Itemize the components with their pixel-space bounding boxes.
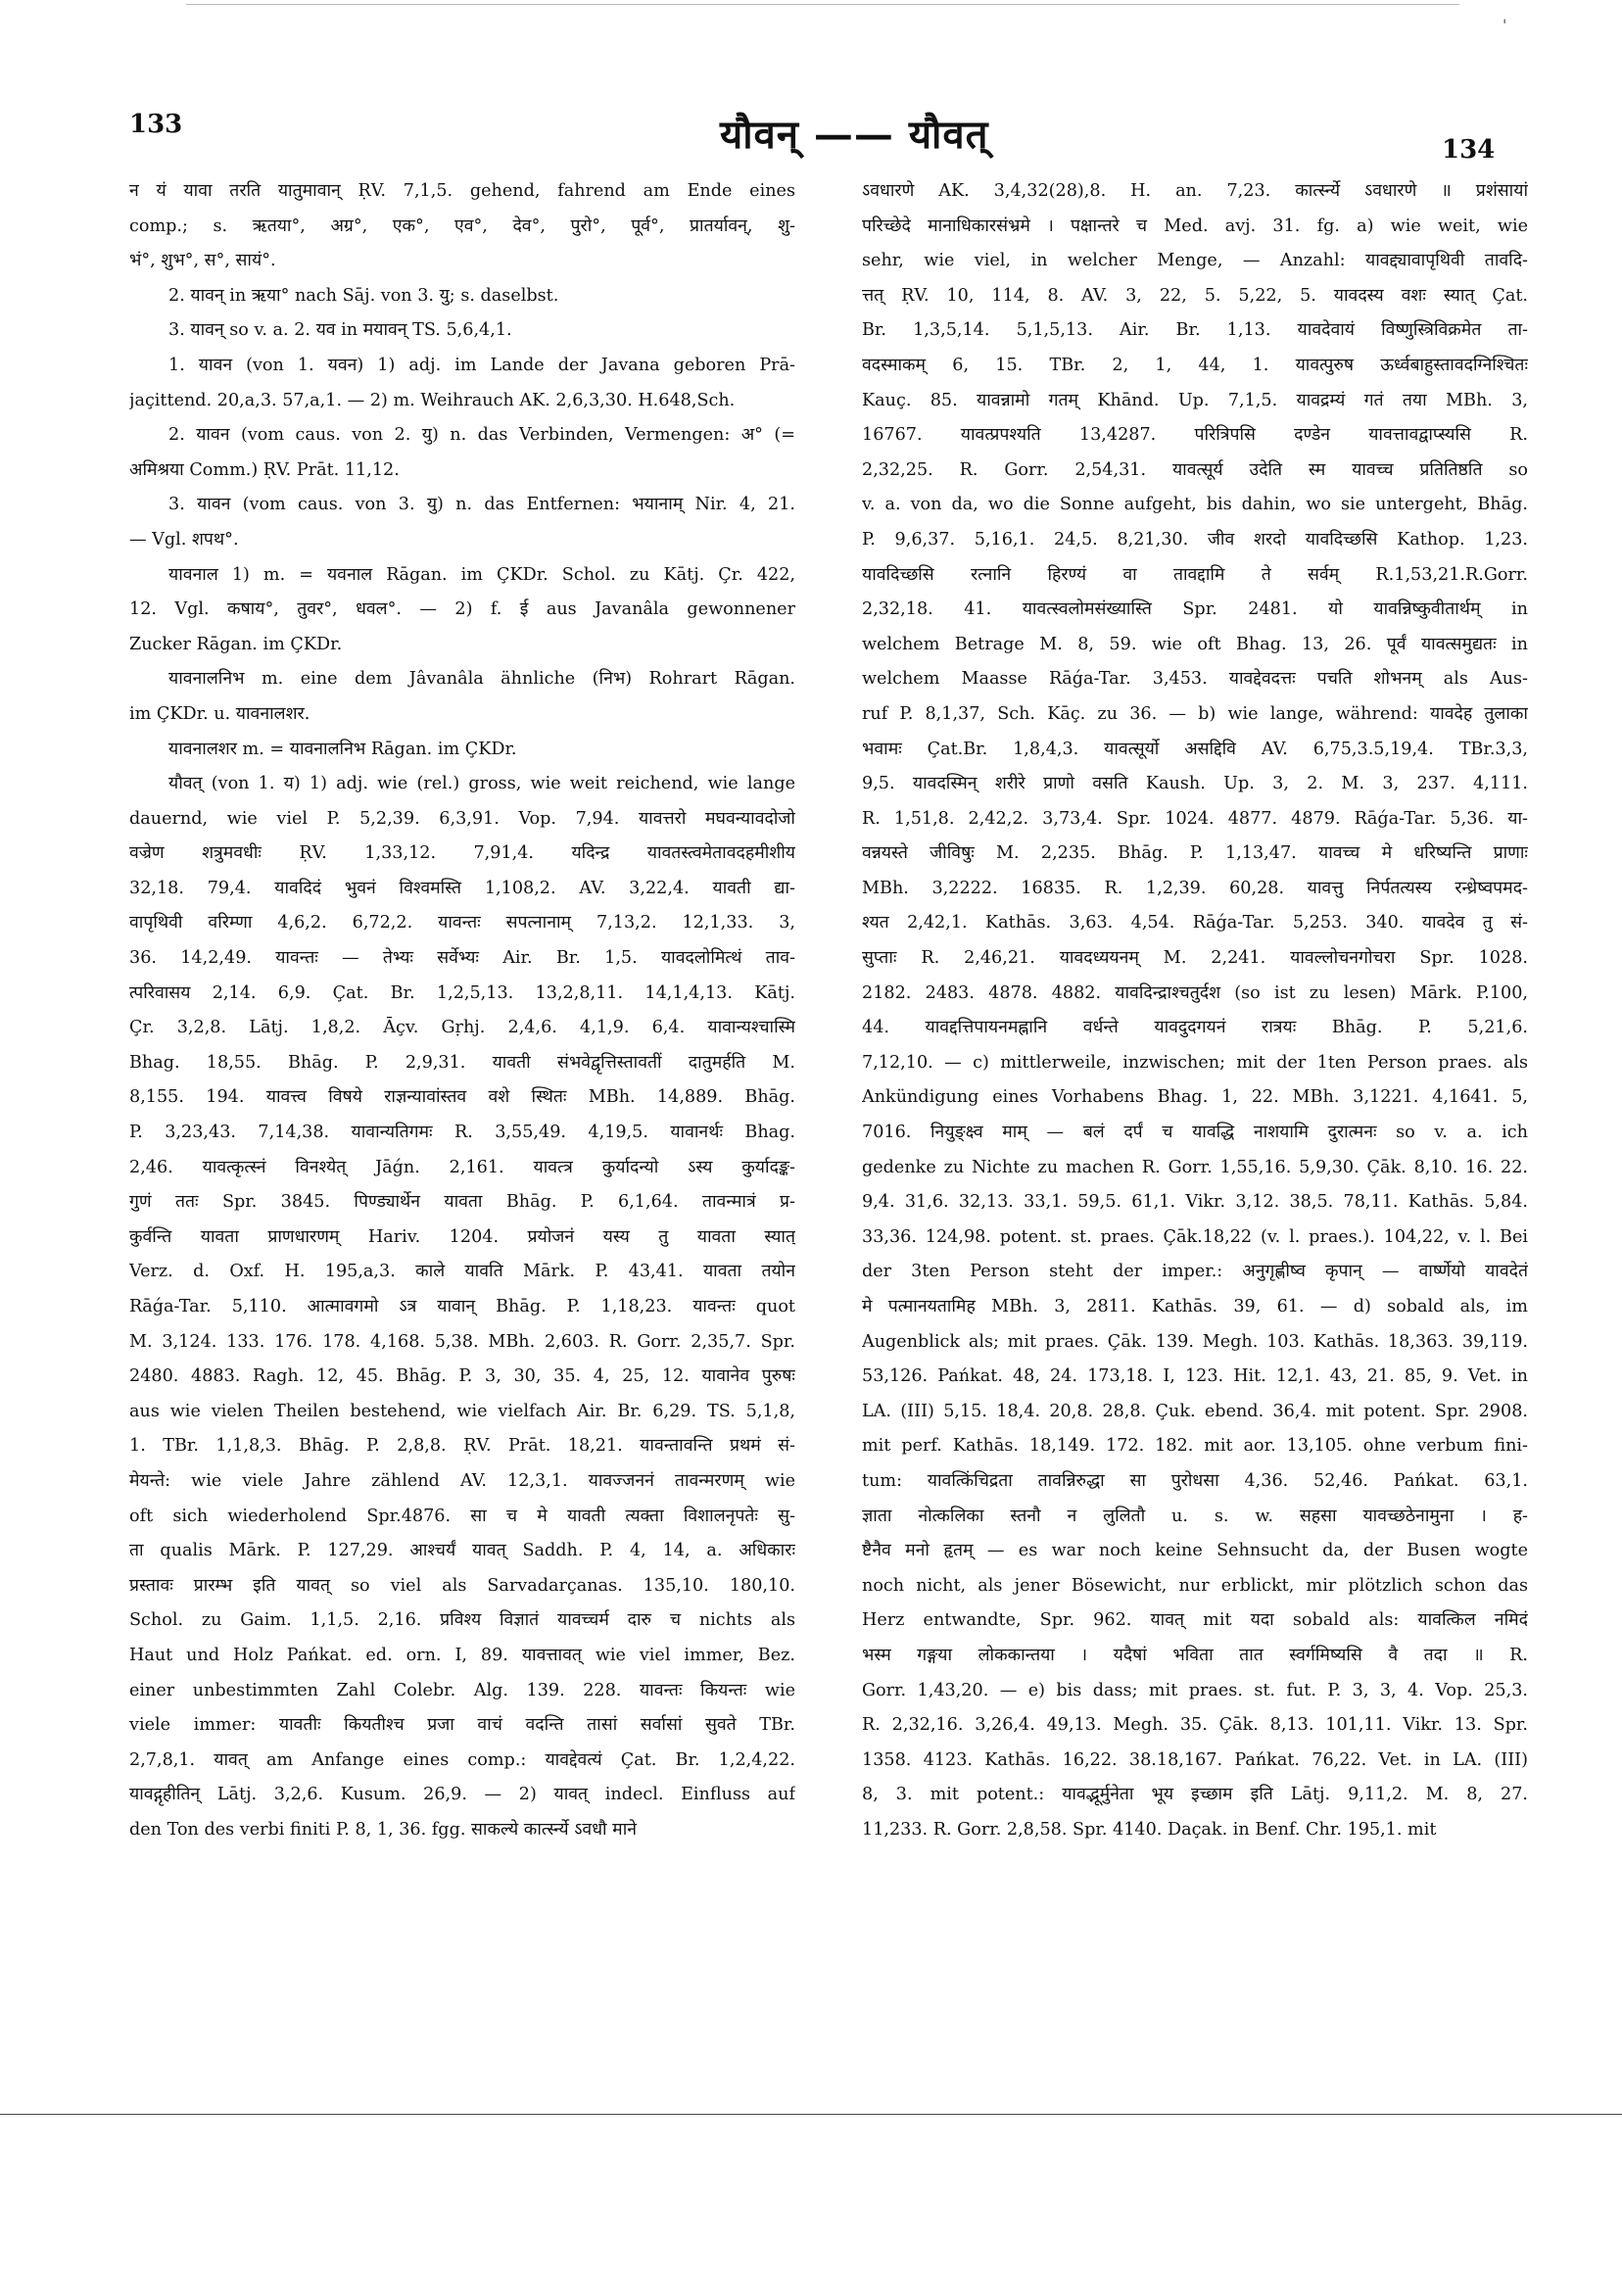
text-line: भवामः Çat.Br. 1,8,4,3. यावत्सूर्यो असद्दिवि AV. 6,75,3.5,19,4. TBr.3,3, xyxy=(862,739,1528,759)
text-line: वदस्माकम् 6, 15. TBr. 2, 1, 44, 1. यावत्पुरुष ऊर्ध्वबाहुस्तावदग्निश्चितः xyxy=(862,355,1528,375)
text-line: 32,18. 79,4. यावदिदं भुवनं विश्वमस्ति 1,108,2. AV. 3,22,4. यावती द्या- xyxy=(129,878,795,898)
bottom-rule xyxy=(0,2114,1622,2115)
text-line: gedenke zu Nichte zu machen R. Gorr. 1,55,16. 5,9,30. Çāk. 8,10. 16. 22. xyxy=(862,1157,1528,1177)
text-line: ज्ञाता नोत्कलिका स्तनौ न लुलितौ u. s. w. सहसा यावच्छठेनामुना । ह- xyxy=(862,1506,1528,1526)
text-line: 36. 14,2,49. यावन्तः — तेभ्यः सर्वेभ्यः Air. Br. 1,5. यावदलोमित्थं ताव- xyxy=(129,948,795,969)
text-line: भस्म गङ्गया लोककान्तया । यदैषां भविता तात स्वर्गमिष्यसि वै तदा ॥ R. xyxy=(862,1645,1528,1665)
text-line: — Vgl. शपथ°. xyxy=(129,529,239,550)
text-line: Augenblick als; mit praes. Çāk. 139. Megh. 103. Kathās. 18,363. 39,119. xyxy=(862,1331,1528,1352)
text-line: dauernd, wie viel P. 5,2,39. 6,3,91. Vop. 7,94. यावत्तरो मघवन्यावदोजो xyxy=(129,808,795,829)
text-line: 9,4. 31,6. 32,13. 33,1. 59,5. 61,1. Vikr. 3,12. 38,5. 78,11. Kathās. 5,84. xyxy=(862,1192,1528,1213)
text-line: 1. यावन (von 1. यवन) 1) adj. im Lande der Javana geboren Prā- xyxy=(168,355,795,375)
text-line: 16767. यावत्प्रपश्यति 13,4287. परित्रिपसि दण्डेन यावत्तावद्वाप्स्यसि R. xyxy=(862,425,1528,446)
text-line: Verz. d. Oxf. H. 195,a,3. काले यावति Mārk. P. 43,41. यावता तयोन xyxy=(129,1262,795,1282)
text-line: Gorr. 1,43,20. — e) bis dass; mit praes. st. fut. P. 3, 3, 4. Vop. 25,3. xyxy=(862,1680,1528,1700)
text-line: viele immer: यावतीः कियतीश्च प्रजा वाचं वदन्ति तासां सर्वासां सुवते TBr. xyxy=(129,1715,795,1736)
text-line: einer unbestimmten Zahl Colebr. Alg. 139. 228. यावन्तः कियन्तः wie xyxy=(129,1680,795,1700)
text-line: P. 9,6,37. 5,16,1. 24,5. 8,21,30. जीव शरदो यावदिच्छसि Kathop. 1,23. xyxy=(862,529,1528,550)
text-line: 2,46. यावत्कृत्स्नं विनश्येत् Jāǵn. 2,161. यावत्त्र कुर्यादन्यो ऽस्य कुर्यादङ्क- xyxy=(129,1157,795,1177)
text-line: 8,155. 194. यावत्त्व विषये राज्ञन्यावांस्तव वशे स्थितः MBh. 14,889. Bhāg. xyxy=(129,1087,795,1108)
text-line: यावनाल 1) m. = यवनाल Rāgan. im ÇKDr. Schol. zu Kātj. Çr. 422, xyxy=(168,564,795,585)
text-line: 44. यावद्दत्तिपायनमह्नानि वर्धन्ते यावदुदगयनं रात्रयः Bhāg. P. 5,21,6. xyxy=(862,1018,1528,1038)
text-line: 12. Vgl. कषाय°, तुवर°, धवल°. — 2) f. ई aus Javanâla gewonnener xyxy=(129,599,795,620)
text-line: 3. यावन (vom caus. von 3. यु) n. das Entfernen: भयानाम् Nir. 4, 21. xyxy=(168,495,795,515)
text-line: mit perf. Kathās. 18,149. 172. 182. mit aor. 13,105. ohne verbum fini- xyxy=(862,1436,1528,1457)
text-line: tum: यावत्किंचिद्रता तावन्निरुद्धा सा पुरोधसा 4,36. 52,46. Pańkat. 63,1. xyxy=(862,1470,1528,1491)
page-number-left: 133 xyxy=(129,110,183,139)
text-line: oft sich wiederholend Spr.4876. सा च मे यावती त्यक्ता विशालनृपतेः सु- xyxy=(129,1506,795,1526)
text-line: 1. TBr. 1,1,8,3. Bhāg. P. 2,8,8. ṚV. Prāt. 18,21. यावन्तावन्ति प्रथमं सं- xyxy=(129,1436,795,1457)
text-line: welchem Betrage M. 8, 59. wie oft Bhag. 13, 26. पूर्वं यावत्समुद्यतः in xyxy=(862,634,1528,654)
text-line: Bhag. 18,55. Bhāg. P. 2,9,31. यावती संभवेद्वृत्तिस्तावतीं दातुमर्हति M. xyxy=(129,1052,795,1073)
text-line: R. 2,32,16. 3,26,4. 49,13. Megh. 35. Çāk. 8,13. 101,11. Vikr. 13. Spr. xyxy=(862,1715,1528,1736)
text-line: aus wie vielen Theilen bestehend, wie vielfach Air. Br. 6,29. TS. 5,1,8, xyxy=(129,1401,795,1421)
text-line: 2. यावन (vom caus. von 2. यु) n. das Verbinden, Vermengen: अ° (= xyxy=(168,425,795,446)
text-line: 2182. 2483. 4878. 4882. यावदिन्द्राश्चतुर्दश (so ist zu lesen) Mārk. P.100, xyxy=(862,982,1528,1003)
text-line: 33,36. 124,98. potent. st. praes. Çāk.18,22 (v. l. praes.). 104,22, v. l. Bei xyxy=(862,1226,1528,1247)
text-line: 3. यावन् so v. a. 2. यव in मयावन् TS. 5,6,4,1. xyxy=(168,320,512,341)
text-line: अमिश्रया Comm.) ṚV. Prāt. 11,12. xyxy=(129,459,400,480)
text-line: यौवत् (von 1. य) 1) adj. wie (rel.) gross, wie weit reichend, wie lange xyxy=(168,774,795,794)
text-line: 7016. नियुङ्क्ष्व माम् — बलं दर्पं च यावद्धि नाशयामि दुरात्मनः so v. a. ich xyxy=(862,1123,1528,1143)
text-line: Kauç. 85. यावन्नामो गतम् Khānd. Up. 7,1,5. यावद्रम्यं गतं तया MBh. 3, xyxy=(862,390,1528,410)
text-line: v. a. von da, wo die Sonne aufgeht, bis dahin, wo sie untergeht, Bhāg. xyxy=(862,495,1528,515)
text-line: परिच्छेदे मानाधिकारसंभ्रमे । पक्षान्तरे च Med. avj. 31. fg. a) wie weit, wie xyxy=(862,215,1528,236)
text-line: यावदिच्छसि रत्नानि हिरण्यं वा तावद्दामि ते सर्वम् R.1,53,21.R.Gorr. xyxy=(862,564,1528,585)
text-line: Ankündigung eines Vorhabens Bhag. 1, 22. MBh. 3,1221. 4,1641. 5, xyxy=(862,1087,1528,1108)
text-line: sehr, wie viel, in welcher Menge, — Anzahl: यावद्द्यावापृथिवी तावदि- xyxy=(862,251,1528,271)
text-line: 2,32,25. R. Gorr. 2,54,31. यावत्सूर्य उदेति स्म यावच्च प्रतितिष्ठति so xyxy=(862,459,1528,480)
text-line: श्यत 2,42,1. Kathās. 3,63. 4,54. Rāǵa-Tar. 5,253. 340. यावदेव तु सं- xyxy=(862,913,1528,933)
text-line: ष्टैनैव मनो हृतम् — es war noch keine Sehnsucht da, der Busen wogte xyxy=(862,1541,1528,1561)
text-line: 2,32,18. 41. यावत्स्वलोमसंख्यास्ति Spr. 2481. यो यावन्निष्कुवीतार्थम् in xyxy=(862,599,1528,620)
text-line: der 3ten Person steht der imper.: अनुगृह्णीष्व कृपान् — वार्ष्णेयो यावदेतं xyxy=(862,1262,1528,1282)
text-line: 1358. 4123. Kathās. 16,22. 38.18,167. Pańkat. 76,22. Vet. in LA. (III) xyxy=(862,1749,1528,1770)
text-line: प्रस्तावः प्रारम्भ इति यावत् so viel als Sarvadarçanas. 135,10. 180,10. xyxy=(129,1575,795,1596)
text-line: Haut und Holz Pańkat. ed. orn. I, 89. यावत्तावत् wie viel immer, Bez. xyxy=(129,1645,795,1665)
text-line: R. 1,51,8. 2,42,2. 3,73,4. Spr. 1024. 4877. 4879. Rāǵa-Tar. 5,36. या- xyxy=(862,808,1528,829)
text-line: 2. यावन् in ऋया° nach Sāj. von 3. यु; s. daselbst. xyxy=(168,285,559,306)
text-line: त्तत् ṚV. 10, 114, 8. AV. 3, 22, 5. 5,22, 5. यावदस्य वशः स्यात् Çat. xyxy=(862,285,1528,306)
text-line: वापृथिवी वरिम्णा 4,6,2. 6,72,2. यावन्तः सपत्नानाम् 7,13,2. 12,1,33. 3, xyxy=(129,913,795,933)
text-line: ruf P. 8,1,37, Sch. Kāç. zu 36. — b) wie lange, während: यावदेह तुलाका xyxy=(862,703,1528,724)
text-line: 2480. 4883. Ragh. 12, 45. Bhāg. P. 3, 30, 35. 4, 25, 12. यावानेव पुरुषः xyxy=(129,1366,795,1387)
text-line: im ÇKDr. u. यावनालशर. xyxy=(129,703,310,724)
page-number-right: 134 xyxy=(1442,135,1496,165)
text-line: वन्नयस्ते जीविषुः M. 2,235. Bhāg. P. 1,13,47. यावच्च मे धरिष्यन्ति प्राणाः xyxy=(862,843,1528,864)
text-line: 7,12,10. — c) mittlerweile, inzwischen; mit der 1ten Person praes. als xyxy=(862,1052,1528,1073)
text-line: MBh. 3,2222. 16835. R. 1,2,39. 60,28. यावत्तु निर्पतत्यस्य रन्ध्रेष्वपमद- xyxy=(862,878,1528,898)
top-rule xyxy=(186,4,1459,5)
text-line: भं°, शुभ°, स°, सायं°. xyxy=(129,251,276,271)
text-line: welchem Maasse Rāǵa-Tar. 3,453. यावद्देवदत्तः पचति शोभनम् als Aus- xyxy=(862,669,1528,690)
text-line: Herz entwandte, Spr. 962. यावत् mit यदा sobald als: यावत्किल नमिदं xyxy=(862,1610,1528,1631)
text-line: 2,7,8,1. यावत् am Anfange eines comp.: यावद्देवत्यं Çat. Br. 1,2,4,22. xyxy=(129,1749,795,1770)
text-line: Br. 1,3,5,14. 5,1,5,13. Air. Br. 1,13. यावदेवायं विष्णुस्त्रिविक्रमेत ता- xyxy=(862,320,1528,341)
text-line: मे पत्मानयतामिह MBh. 3, 2811. Kathās. 39, 61. — d) sobald als, im xyxy=(862,1297,1528,1316)
text-line: 9,5. यावदस्मिन् शरीरे प्राणो वसति Kaush. Up. 3, 2. M. 3, 237. 4,111. xyxy=(862,774,1528,794)
text-line: कुर्वन्ति यावता प्राणधारणम् Hariv. 1204. प्रयोजनं यस्य तु यावता स्यात् xyxy=(129,1226,795,1247)
text-line: ऽवधारणे AK. 3,4,32(28),8. H. an. 7,23. कार्त्स्न्ये ऽवधारणे ॥ प्रशंसायां xyxy=(862,181,1528,201)
text-line: न यं यावा तरति यातुमावान् ṚV. 7,1,5. gehend, fahrend am Ende eines xyxy=(129,181,795,201)
text-line: den Ton des verbi finiti P. 8, 1, 36. fgg. साकल्ये कार्त्स्न्ये ऽवधौ माने xyxy=(129,1819,638,1840)
corner-mark: ' xyxy=(1503,16,1507,34)
text-line: Schol. zu Gaim. 1,1,5. 2,16. प्रविश्य विज्ञातं यावच्चर्म दारु च nichts als xyxy=(129,1610,795,1631)
text-line: Zucker Rāgan. im ÇKDr. xyxy=(129,634,343,654)
text-line: ता qualis Mārk. P. 127,29. आश्चर्यं यावत् Saddh. P. 4, 14, a. अधिकारः xyxy=(129,1541,795,1561)
text-line: Çr. 3,2,8. Lātj. 1,8,2. Āçv. Gṛhj. 2,4,6. 4,1,9. 6,4. यावान्यश्चास्मि xyxy=(129,1018,795,1038)
text-line: गुणं ततः Spr. 3845. पिण्ड्यार्थेन यावता Bhāg. P. 6,1,64. तावन्मात्रं प्र- xyxy=(129,1192,795,1213)
text-line: LA. (III) 5,15. 18,4. 20,8. 28,8. Çuk. ebend. 36,4. mit potent. Spr. 2908. xyxy=(862,1401,1528,1421)
text-line: comp.; s. ऋतया°, अग्र°, एक°, एव°, देव°, पुरो°, पूर्व°, प्रातर्यावन्, शु- xyxy=(129,215,795,236)
text-line: jaçittend. 20,a,3. 57,a,1. — 2) m. Weihrauch AK. 2,6,3,30. H.648,Sch. xyxy=(129,390,736,410)
text-line: यावनालनिभ m. eine dem Jâvanâla ähnliche (निभ) Rohrart Rāgan. xyxy=(168,669,795,690)
text-line: यावनालशर m. = यावनालनिभ Rāgan. im ÇKDr. xyxy=(168,739,517,759)
right-column xyxy=(862,174,1528,1848)
text-line: noch nicht, als jener Bösewicht, nur erblickt, mir plötzlich schon das xyxy=(862,1575,1528,1596)
left-column xyxy=(129,174,795,1848)
text-line: P. 3,23,43. 7,14,38. यावान्यतिगमः R. 3,55,49. 4,19,5. यावानर्थः Bhag. xyxy=(129,1123,795,1143)
text-line: 8, 3. mit potent.: यावद्भूर्मुनेता भूय इच्छाम इति Lātj. 9,11,2. M. 8, 27. xyxy=(862,1785,1528,1805)
text-line: 11,233. R. Gorr. 2,8,58. Spr. 4140. Daçak. in Benf. Chr. 195,1. mit xyxy=(862,1819,1437,1840)
text-line: सुप्ताः R. 2,46,21. यावदध्ययनम् M. 2,241. यावल्लोचनगोचरा Spr. 1028. xyxy=(862,948,1528,969)
text-line: मेयन्ते: wie viele Jahre zählend AV. 12,3,1. यावज्जननं तावन्मरणम् wie xyxy=(129,1470,795,1491)
text-line: वज्रेण शत्रुमवधीः ṚV. 1,33,12. 7,91,4. यदिन्द्र यावतस्त्वमेतावदहमीशीय xyxy=(129,843,795,864)
text-line: 53,126. Pańkat. 48, 24. 173,18. I, 123. Hit. 12,1. 43, 21. 85, 9. Vet. in xyxy=(862,1366,1528,1387)
page-title: यौवन् —— यौवत् xyxy=(720,112,989,158)
text-line: त्परिवासय 2,14. 6,9. Çat. Br. 1,2,5,13. 13,2,8,11. 14,1,4,13. Kātj. xyxy=(129,982,795,1003)
text-line: यावद्गृहीतिन् Lātj. 3,2,6. Kusum. 26,9. — 2) यावत् indecl. Einfluss auf xyxy=(129,1785,795,1805)
text-line: Rāǵa-Tar. 5,110. आत्मावगमो ऽत्र यावान् Bhāg. P. 1,18,23. यावन्तः quot xyxy=(129,1297,795,1316)
text-line: M. 3,124. 133. 176. 178. 4,168. 5,38. MBh. 2,603. R. Gorr. 2,35,7. Spr. xyxy=(129,1331,795,1352)
